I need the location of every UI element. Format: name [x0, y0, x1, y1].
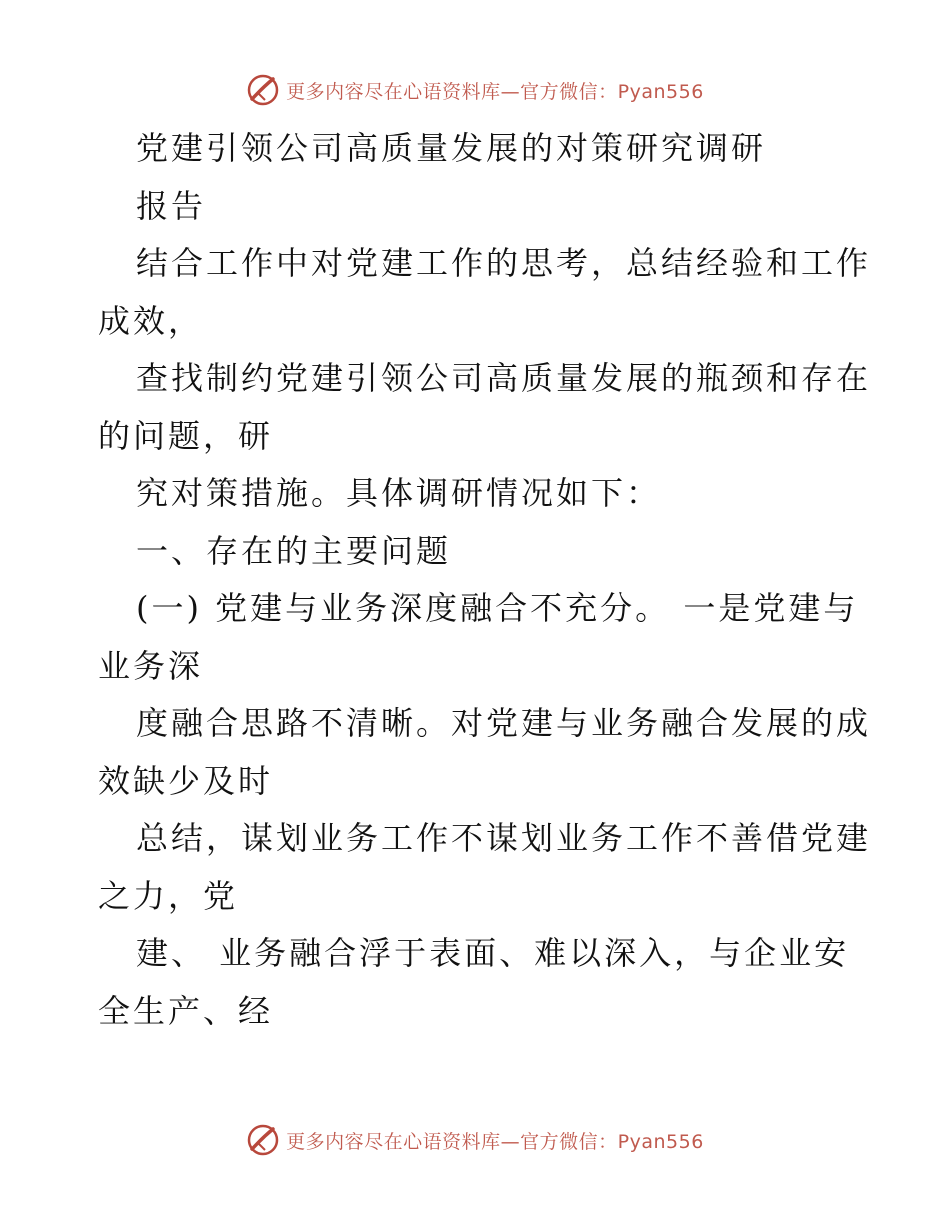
subsection-heading: (一) 党建与业务深度融合不充分。 一是党建与	[136, 589, 859, 627]
paragraph-line: 度融合思路不清晰。对党建与业务融合发展的成	[136, 704, 872, 742]
header-banner	[0, 70, 950, 110]
paragraph-line: 究对策措施。具体调研情况如下：	[136, 474, 662, 512]
document-title-line-2: 报告	[136, 186, 207, 225]
footer-banner	[0, 1120, 950, 1160]
document-title-line-1: 党建引领公司高质量发展的对策研究调研	[136, 129, 767, 167]
paragraph-line: 效缺少及时	[98, 761, 274, 800]
paragraph-line: 全生产、经	[98, 991, 274, 1030]
brush-emblem-icon	[246, 73, 280, 107]
header-banner-content	[246, 73, 704, 107]
paragraph-line: 业务深	[98, 646, 204, 685]
footer-banner-text[interactable]: 更多内容尽在心语资料库—官方微信：Pyan556	[286, 1130, 704, 1153]
paragraph-line: 的问题，研	[98, 416, 274, 455]
header-banner-text[interactable]: 更多内容尽在心语资料库—官方微信：Pyan556	[286, 80, 704, 103]
footer-banner-content	[246, 1123, 704, 1157]
paragraph-line: 总结，谋划业务工作不谋划业务工作不善借党建	[136, 819, 872, 857]
document-body	[98, 120, 872, 1040]
paragraph-line: 建、 业务融合浮于表面、难以深入，与企业安	[136, 934, 850, 972]
paragraph-line: 查找制约党建引领公司高质量发展的瓶颈和存在	[136, 359, 872, 397]
paragraph-line: 结合工作中对党建工作的思考，总结经验和工作	[136, 244, 872, 282]
paragraph-line: 之力，党	[98, 876, 239, 915]
section-heading: 一、存在的主要问题	[136, 531, 452, 570]
paragraph-line: 成效，	[98, 301, 204, 340]
brush-emblem-icon	[246, 1123, 280, 1157]
